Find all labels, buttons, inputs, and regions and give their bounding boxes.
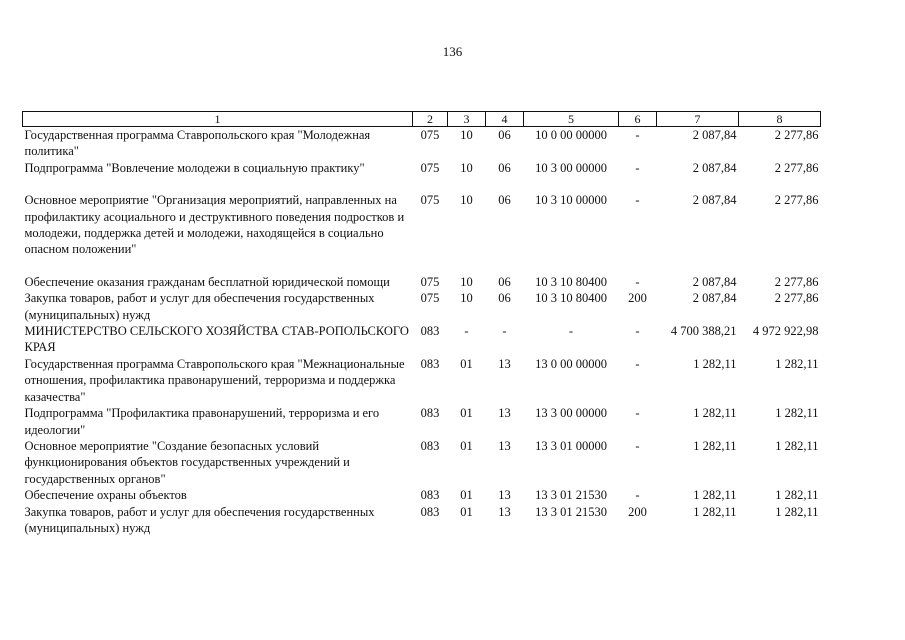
- row-name: Закупка товаров, работ и услуг для обеспечения государственных (муниципальных) нужд: [24, 291, 375, 322]
- row-target-article: 13 3 00 00000: [535, 406, 607, 421]
- row-target-article: 10 3 10 80400: [535, 291, 607, 306]
- row-amount-1: 1 282,11: [693, 406, 737, 421]
- row-expense-type: 200: [628, 291, 647, 306]
- row-target-article: 13 3 01 00000: [535, 438, 607, 453]
- row-amount-2: 2 277,86: [774, 128, 819, 142]
- row-subsection: 13: [498, 488, 511, 503]
- row-subsection: 06: [498, 160, 511, 175]
- row-subsection: 13: [498, 406, 511, 421]
- row-section: 01: [460, 488, 473, 503]
- row-amount-1: 2 087,84: [692, 193, 737, 208]
- row-expense-type: -: [635, 488, 640, 503]
- table-row: [23, 192, 821, 258]
- row-ministry-code: 083: [420, 406, 440, 421]
- row-subsection: 13: [498, 438, 511, 453]
- row-name: Обеспечение охраны объектов: [24, 488, 187, 503]
- row-section: 01: [460, 356, 473, 371]
- row-amount-2: 1 282,11: [775, 504, 819, 519]
- row-amount-2: 1 282,11: [775, 406, 819, 421]
- row-subsection: 13: [498, 504, 511, 519]
- col-header-7: 7: [657, 112, 739, 127]
- row-ministry-code: 075: [420, 128, 440, 142]
- row-amount-1: 2 087,84: [692, 274, 737, 289]
- row-name: Основное мероприятие "Создание безопасных условий функционирования объектов государственных учреждений и государственных органов": [24, 438, 350, 486]
- row-amount-2: 2 277,86: [774, 160, 819, 175]
- col-header-3: 3: [448, 112, 486, 127]
- row-name: Подпрограмма "Профилактика правонарушений, терроризма и его идеологии": [24, 406, 380, 437]
- row-amount-2: 2 277,86: [774, 291, 819, 306]
- row-expense-type: -: [635, 274, 640, 289]
- row-spacer: [23, 258, 821, 274]
- row-section: 01: [460, 504, 473, 519]
- row-ministry-code: 075: [420, 193, 440, 208]
- row-target-article: 13 3 01 21530: [535, 488, 607, 503]
- row-expense-type: -: [635, 324, 640, 339]
- table-row: [23, 127, 821, 160]
- row-expense-type: -: [635, 438, 640, 453]
- row-amount-2: 1 282,11: [775, 488, 819, 503]
- row-section: 01: [460, 438, 473, 453]
- row-target-article: 10 0 00 00000: [535, 128, 607, 142]
- row-amount-1: 2 087,84: [692, 128, 737, 142]
- row-target-article: -: [568, 324, 574, 339]
- table-row: [23, 356, 821, 405]
- row-expense-type: -: [635, 128, 640, 142]
- row-name: Государственная программа Ставропольского края "Молодежная политика": [24, 128, 371, 159]
- row-expense-type: -: [635, 356, 640, 371]
- row-expense-type: -: [635, 406, 640, 421]
- row-amount-1: 1 282,11: [693, 356, 737, 371]
- row-ministry-code: 083: [420, 488, 440, 503]
- row-subsection: -: [502, 324, 507, 339]
- col-header-2: 2: [413, 112, 448, 127]
- row-section: 10: [460, 274, 473, 289]
- row-target-article: 13 3 01 21530: [535, 504, 607, 519]
- budget-table: [22, 111, 821, 536]
- row-ministry-code: 083: [420, 356, 440, 371]
- table-row: [23, 160, 821, 176]
- row-amount-1: 1 282,11: [693, 488, 737, 503]
- row-ministry-code: 075: [420, 160, 440, 175]
- row-subsection: 06: [498, 274, 511, 289]
- row-amount-2: 2 277,86: [774, 274, 819, 289]
- row-expense-type: 200: [628, 504, 647, 519]
- row-name: Закупка товаров, работ и услуг для обеспечения государственных (муниципальных) нужд: [24, 504, 375, 535]
- row-subsection: 06: [498, 193, 511, 208]
- row-amount-2: 4 972 922,98: [752, 324, 819, 339]
- table-row: [23, 487, 821, 503]
- row-ministry-code: 083: [420, 324, 440, 339]
- row-amount-2: 1 282,11: [775, 438, 819, 453]
- row-name: Обеспечение оказания гражданам бесплатной юридической помощи: [24, 274, 390, 289]
- row-name: Основное мероприятие "Организация мероприятий, направленных на профилактику асоциального и деструктивного поведения подростков и молодежи, поддержка детей и молодежи, находящейся в социально опасном положении": [24, 193, 405, 257]
- row-name: Государственная программа Ставропольского края "Межнациональные отношения, профилактика правонарушений, терроризма и поддержка казачества": [24, 356, 405, 404]
- row-ministry-code: 083: [420, 504, 440, 519]
- col-header-4: 4: [486, 112, 524, 127]
- row-section: 01: [460, 406, 473, 421]
- row-target-article: 10 3 10 80400: [535, 274, 607, 289]
- col-header-6: 6: [619, 112, 657, 127]
- row-ministry-code: 075: [420, 291, 440, 306]
- row-section: 10: [460, 193, 473, 208]
- row-target-article: 13 0 00 00000: [535, 356, 607, 371]
- row-section: 10: [460, 291, 473, 306]
- col-header-1: 1: [23, 112, 413, 127]
- row-subsection: 06: [498, 291, 511, 306]
- row-amount-1: 2 087,84: [692, 160, 737, 175]
- table-row: [23, 290, 821, 323]
- row-target-article: 10 3 10 00000: [535, 193, 607, 208]
- table-row: [23, 438, 821, 487]
- col-header-5: 5: [524, 112, 619, 127]
- row-subsection: 13: [498, 356, 511, 371]
- page-number: 136: [442, 44, 463, 59]
- row-amount-1: 4 700 388,21: [670, 324, 737, 339]
- table-row: [23, 405, 821, 438]
- row-ministry-code: 075: [420, 274, 440, 289]
- row-section: 10: [460, 160, 473, 175]
- row-ministry-code: 083: [420, 438, 440, 453]
- row-subsection: 06: [498, 128, 511, 142]
- row-expense-type: -: [635, 193, 640, 208]
- table-row: [23, 504, 821, 537]
- row-name: Подпрограмма "Вовлечение молодежи в социальную практику": [24, 160, 365, 175]
- row-amount-2: 2 277,86: [774, 193, 819, 208]
- row-expense-type: -: [635, 160, 640, 175]
- row-target-article: 10 3 00 00000: [535, 160, 607, 175]
- header-row: [23, 112, 821, 127]
- row-amount-1: 2 087,84: [692, 291, 737, 306]
- row-name: МИНИСТЕРСТВО СЕЛЬСКОГО ХОЗЯЙСТВА СТАВ-РОПОЛЬСКОГО КРАЯ: [24, 324, 409, 355]
- table-row: [23, 274, 821, 290]
- row-section: 10: [460, 128, 473, 142]
- table-row: [23, 323, 821, 356]
- col-header-8: 8: [739, 112, 821, 127]
- row-amount-2: 1 282,11: [775, 356, 819, 371]
- row-spacer: [23, 176, 821, 192]
- row-amount-1: 1 282,11: [693, 504, 737, 519]
- row-section: -: [464, 324, 469, 339]
- row-amount-1: 1 282,11: [693, 438, 737, 453]
